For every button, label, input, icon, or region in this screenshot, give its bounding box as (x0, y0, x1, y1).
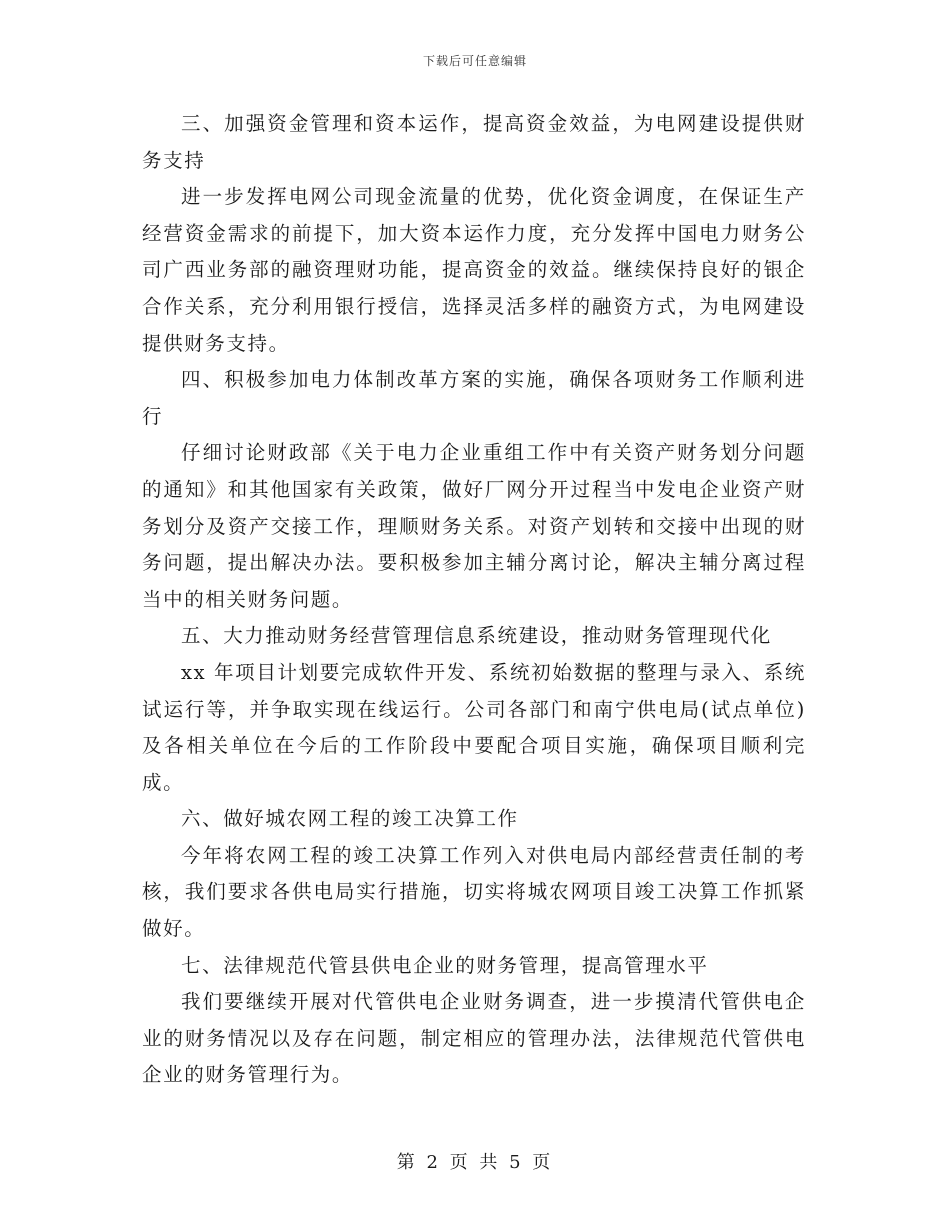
section-heading-6: 六、做好城农网工程的竣工决算工作 (181, 807, 519, 831)
section-heading-4: 四、积极参加电力体制改革方案的实施，确保各项财务工作顺利进行 (142, 368, 806, 428)
paragraph: 进一步发挥电网公司现金流量的优势，优化资金调度，在保证生产经营资金需求的前提下，加大资本运作力度，充分发挥中国电力财务公司广西业务部的融资理财功能，提高资金的效益。继续保持良好的银企合作关系，充分利用银行授信，选择灵活多样的融资方式，为电网建设提供财务支持。 (142, 185, 806, 355)
paragraph: xx 年项目计划要完成软件开发、系统初始数据的整理与录入、系统试运行等，并争取实现在线运行。公司各部门和南宁供电局(试点单位)及各相关单位在今后的工作阶段中要配合项目实施，确保项目顺利完成。 (142, 660, 806, 794)
document-body (142, 106, 806, 1094)
paragraph: 我们要继续开展对代管供电企业财务调查，进一步摸清代管供电企业的财务情况以及存在问题，制定相应的管理办法，法律规范代管供电企业的财务管理行为。 (142, 990, 806, 1087)
section-heading-3: 三、加强资金管理和资本运作，提高资金效益，为电网建设提供财务支持 (142, 112, 806, 172)
page-header-note: 下载后可任意编辑 (422, 54, 527, 68)
page-number: 第 2 页 共 5 页 (396, 1152, 554, 1173)
section-heading-7: 七、法律规范代管县供电企业的财务管理，提高管理水平 (181, 953, 709, 977)
paragraph: 今年将农网工程的竣工决算工作列入对供电局内部经营责任制的考核，我们要求各供电局实行措施，切实将城农网项目竣工决算工作抓紧做好。 (142, 843, 806, 941)
paragraph: 仔细讨论财政部《关于电力企业重组工作中有关资产财务划分问题的通知》和其他国家有关政策，做好厂网分开过程当中发电企业资产财务划分及资产交接工作，理顺财务关系。对资产划转和交接中出现的财务问题，提出解决办法。要积极参加主辅分离讨论，解决主辅分离过程当中的相关财务问题。 (142, 441, 806, 611)
section-heading-5: 五、大力推动财务经营管理信息系统建设，推动财务管理现代化 (181, 624, 772, 648)
